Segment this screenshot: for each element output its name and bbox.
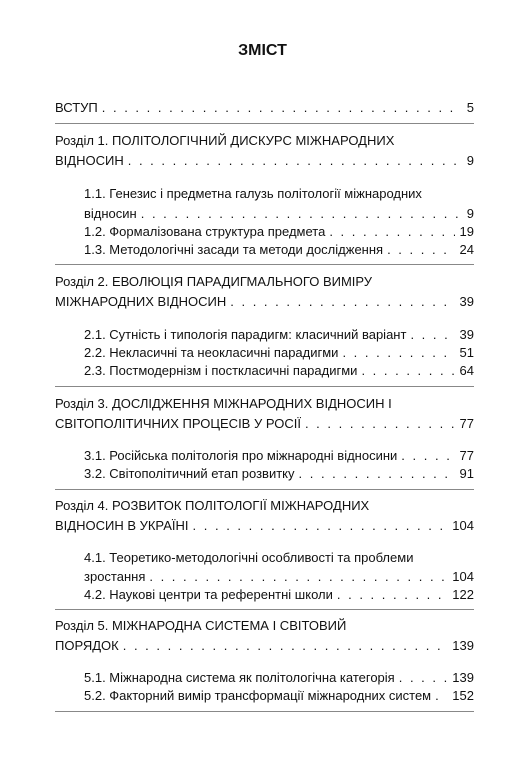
toc-page-number: 51 (459, 345, 474, 360)
dot-leader (329, 223, 454, 240)
dot-leader (193, 517, 448, 534)
dot-leader (337, 586, 447, 603)
dot-leader (102, 99, 462, 116)
toc-chapter-2[interactable] (55, 293, 474, 310)
toc-page-number: 9 (466, 153, 474, 168)
divider (55, 711, 474, 712)
toc-entry-text: 2.3. Постмодернізм і посткласичні парадигми (84, 363, 358, 378)
toc-page-number: 9 (466, 206, 474, 221)
toc-chapter-5-line1[interactable]: Розділ 5. МІЖНАРОДНА СИСТЕМА І СВІТОВИЙ (55, 618, 347, 633)
toc-entry-text: 3.2. Світополітичний етап розвитку (84, 466, 295, 481)
toc-subsection-1-1-line1[interactable]: 1.1. Генезис і предметна галузь політології міжнародних (84, 186, 422, 201)
toc-page-number: 152 (452, 688, 474, 703)
dot-leader (435, 687, 447, 704)
toc-chapter-2-line1[interactable]: Розділ 2. ЕВОЛЮЦІЯ ПАРАДИГМАЛЬНОГО ВИМІРУ (55, 274, 373, 289)
toc-chapter-3-line1[interactable]: Розділ 3. ДОСЛІДЖЕННЯ МІЖНАРОДНИХ ВІДНОСИН І (55, 396, 392, 411)
divider (55, 489, 474, 490)
toc-chapter-4-line1[interactable]: Розділ 4. РОЗВИТОК ПОЛІТОЛОГІЇ МІЖНАРОДНИХ (55, 498, 370, 513)
toc-entry-text: ВСТУП (55, 100, 98, 115)
toc-subsection-2-2[interactable] (84, 344, 474, 361)
dot-leader (230, 293, 454, 310)
toc-chapter-1-line1[interactable]: Розділ 1. ПОЛІТОЛОГІЧНИЙ ДИСКУРС МІЖНАРОДНИХ (55, 133, 395, 148)
divider (55, 264, 474, 265)
dot-leader (141, 205, 462, 222)
toc-page-number: 5 (466, 100, 474, 115)
toc-entry-text: МІЖНАРОДНИХ ВІДНОСИН (55, 294, 227, 309)
toc-page-number: 104 (452, 569, 474, 584)
toc-page-number: 77 (459, 448, 474, 463)
dot-leader (387, 241, 454, 258)
dot-leader (128, 152, 462, 169)
dot-leader (342, 344, 454, 361)
toc-chapter-3[interactable] (55, 415, 474, 432)
toc-entry-text: 1.3. Методологічні засади та методи дослідження (84, 242, 384, 257)
toc-subsection-2-1[interactable] (84, 326, 474, 343)
toc-page-number: 91 (459, 466, 474, 481)
toc-page-number: 24 (459, 242, 474, 257)
toc-entry-text: 2.2. Некласичні та неокласичні парадигми (84, 345, 339, 360)
dot-leader (299, 465, 455, 482)
toc-entry-text: ВІДНОСИН В УКРАЇНІ (55, 518, 189, 533)
toc-page-number: 19 (459, 224, 474, 239)
toc-page-number: 139 (452, 638, 474, 653)
toc-chapter-1[interactable] (55, 152, 474, 169)
divider (55, 609, 474, 610)
toc-entry-text: 2.1. Сутність і типологія парадигм: класичний варіант (84, 327, 407, 342)
toc-subsection-1-2[interactable] (84, 223, 474, 240)
toc-page-number: 64 (459, 363, 474, 378)
toc-page-number: 139 (452, 670, 474, 685)
toc-entry-text: 5.2. Факторний вимір трансформації міжнародних систем (84, 688, 432, 703)
dot-leader (410, 326, 454, 343)
toc-subsection-2-3[interactable] (84, 362, 474, 379)
toc-chapter-4[interactable] (55, 517, 474, 534)
toc-chapter-5[interactable] (55, 637, 474, 654)
toc-page-number: 39 (459, 294, 474, 309)
toc-entry-text: зростання (84, 569, 146, 584)
dot-leader (401, 447, 454, 464)
toc-subsection-1-3[interactable] (84, 241, 474, 258)
toc-subsection-4-1-line1[interactable]: 4.1. Теоретико-методологічні особливості та проблеми (84, 550, 414, 565)
toc-page-number: 77 (459, 416, 474, 431)
toc-entry-text: СВІТОПОЛІТИЧНИХ ПРОЦЕСІВ У РОСІЇ (55, 416, 301, 431)
toc-entry-text: ПОРЯДОК (55, 638, 119, 653)
toc-page-number: 39 (459, 327, 474, 342)
toc-subsection-1-1[interactable] (84, 205, 474, 222)
toc-subsection-5-1[interactable] (84, 669, 474, 686)
toc-subsection-3-1[interactable] (84, 447, 474, 464)
dot-leader (361, 362, 454, 379)
toc-entry-text: 4.2. Наукові центри та референтні школи (84, 587, 333, 602)
toc-subsection-5-2[interactable] (84, 687, 474, 704)
dot-leader (399, 669, 448, 686)
toc-entry-text: відносин (84, 206, 137, 221)
page-title: ЗМІСТ (238, 42, 287, 59)
toc-entry-intro[interactable] (55, 99, 474, 116)
dot-leader (305, 415, 455, 432)
dot-leader (123, 637, 448, 654)
toc-entry-text: 3.1. Російська політологія про міжнародні відносини (84, 448, 398, 463)
toc-entry-text: ВІДНОСИН (55, 153, 124, 168)
toc-subsection-3-2[interactable] (84, 465, 474, 482)
dot-leader (149, 568, 447, 585)
toc-page-number: 122 (452, 587, 474, 602)
toc-entry-text: 1.2. Формалізована структура предмета (84, 224, 326, 239)
toc-subsection-4-2[interactable] (84, 586, 474, 603)
divider (55, 386, 474, 387)
divider (55, 123, 474, 124)
toc-page-number: 104 (452, 518, 474, 533)
toc-entry-text: 5.1. Міжнародна система як політологічна категорія (84, 670, 395, 685)
toc-subsection-4-1[interactable] (84, 568, 474, 585)
